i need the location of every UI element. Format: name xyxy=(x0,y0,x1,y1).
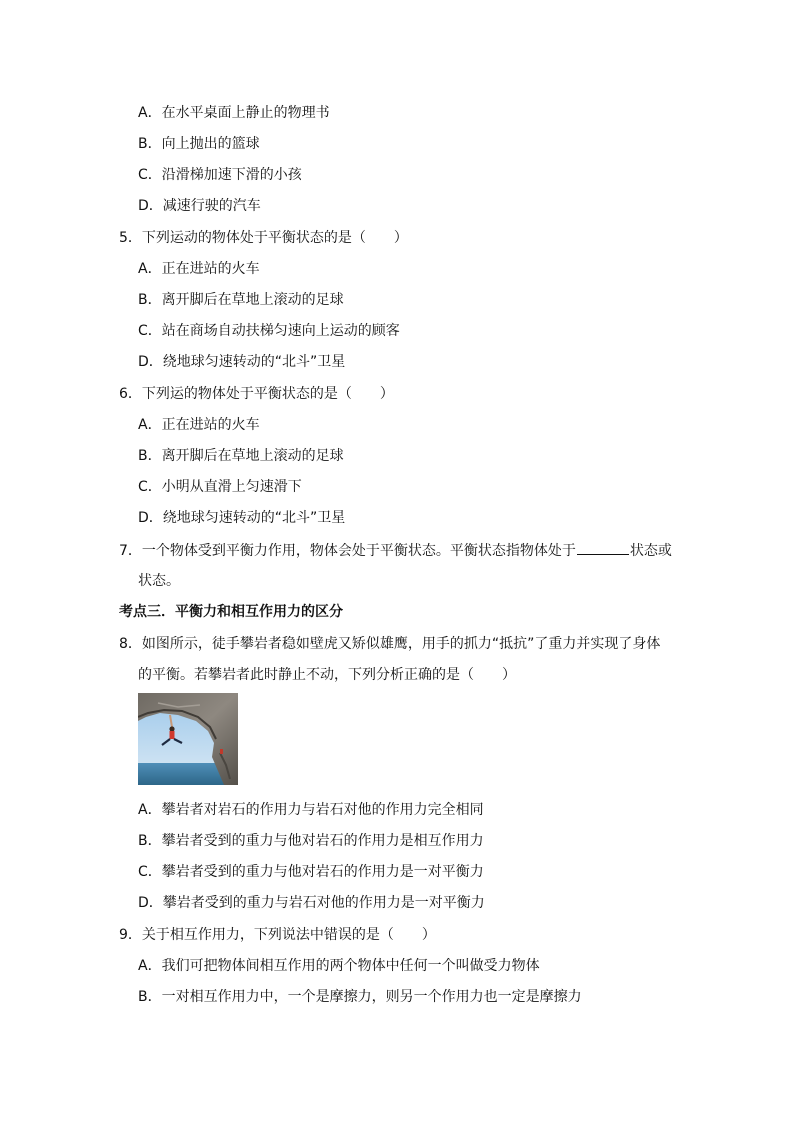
q8-option-d: D．攀岩者受到的重力与岩石对他的作用力是一对平衡力 xyxy=(138,895,485,911)
q5-stem: 5．下列运动的物体处于平衡状态的是（ ） xyxy=(119,230,408,246)
q9-stem: 9．关于相互作用力，下列说法中错误的是（ ） xyxy=(119,927,436,943)
q7-blank xyxy=(577,540,629,555)
q6-stem: 6．下列运的物体处于平衡状态的是（ ） xyxy=(119,386,394,402)
q6-option-b: B．离开脚后在草地上滚动的足球 xyxy=(138,448,344,464)
q6-option-c: C．小明从直滑上匀速滑下 xyxy=(138,479,302,495)
q9-option-b: B．一对相互作用力中，一个是摩擦力，则另一个作用力也一定是摩擦力 xyxy=(138,989,582,1005)
q7-stem-before: 7．一个物体受到平衡力作用，物体会处于平衡状态。平衡状态指物体处于 xyxy=(119,543,576,559)
q4-option-d: D．减速行驶的汽车 xyxy=(138,198,261,214)
q7-line2: 状态。 xyxy=(138,573,180,589)
q7-stem xyxy=(119,540,672,561)
q8-option-c: C．攀岩者受到的重力与他对岩石的作用力是一对平衡力 xyxy=(138,864,484,880)
q5-option-a: A．正在进站的火车 xyxy=(138,261,260,277)
q6-option-a: A．正在进站的火车 xyxy=(138,417,260,433)
q5-option-b: B．离开脚后在草地上滚动的足球 xyxy=(138,292,344,308)
q9-option-a: A．我们可把物体间相互作用的两个物体中任何一个叫做受力物体 xyxy=(138,958,540,974)
q8-option-b: B．攀岩者受到的重力与他对岩石的作用力是相互作用力 xyxy=(138,833,484,849)
q4-option-b: B．向上抛出的篮球 xyxy=(138,136,260,152)
q8-stem-line1: 8．如图所示，徒手攀岩者稳如壁虎又矫似雄鹰，用手的抓力“抵抗”了重力并实现了身体 xyxy=(119,636,661,652)
q7-stem-after: 状态或 xyxy=(629,543,672,559)
q4-option-a: A．在水平桌面上静止的物理书 xyxy=(138,105,330,121)
q5-option-c: C．站在商场自动扶梯匀速向上运动的顾客 xyxy=(138,323,400,339)
q8-option-a: A．攀岩者对岩石的作用力与岩石对他的作用力完全相同 xyxy=(138,802,484,818)
q8-stem-line2: 的平衡。若攀岩者此时静止不动，下列分析正确的是（ ） xyxy=(138,667,516,683)
q5-option-d: D．绕地球匀速转动的“北斗”卫星 xyxy=(138,354,346,370)
rock-climber-image xyxy=(138,693,238,785)
q6-option-d: D．绕地球匀速转动的“北斗”卫星 xyxy=(138,510,346,526)
q4-option-c: C．沿滑梯加速下滑的小孩 xyxy=(138,167,302,183)
section-heading: 考点三．平衡力和相互作用力的区分 xyxy=(119,604,343,620)
